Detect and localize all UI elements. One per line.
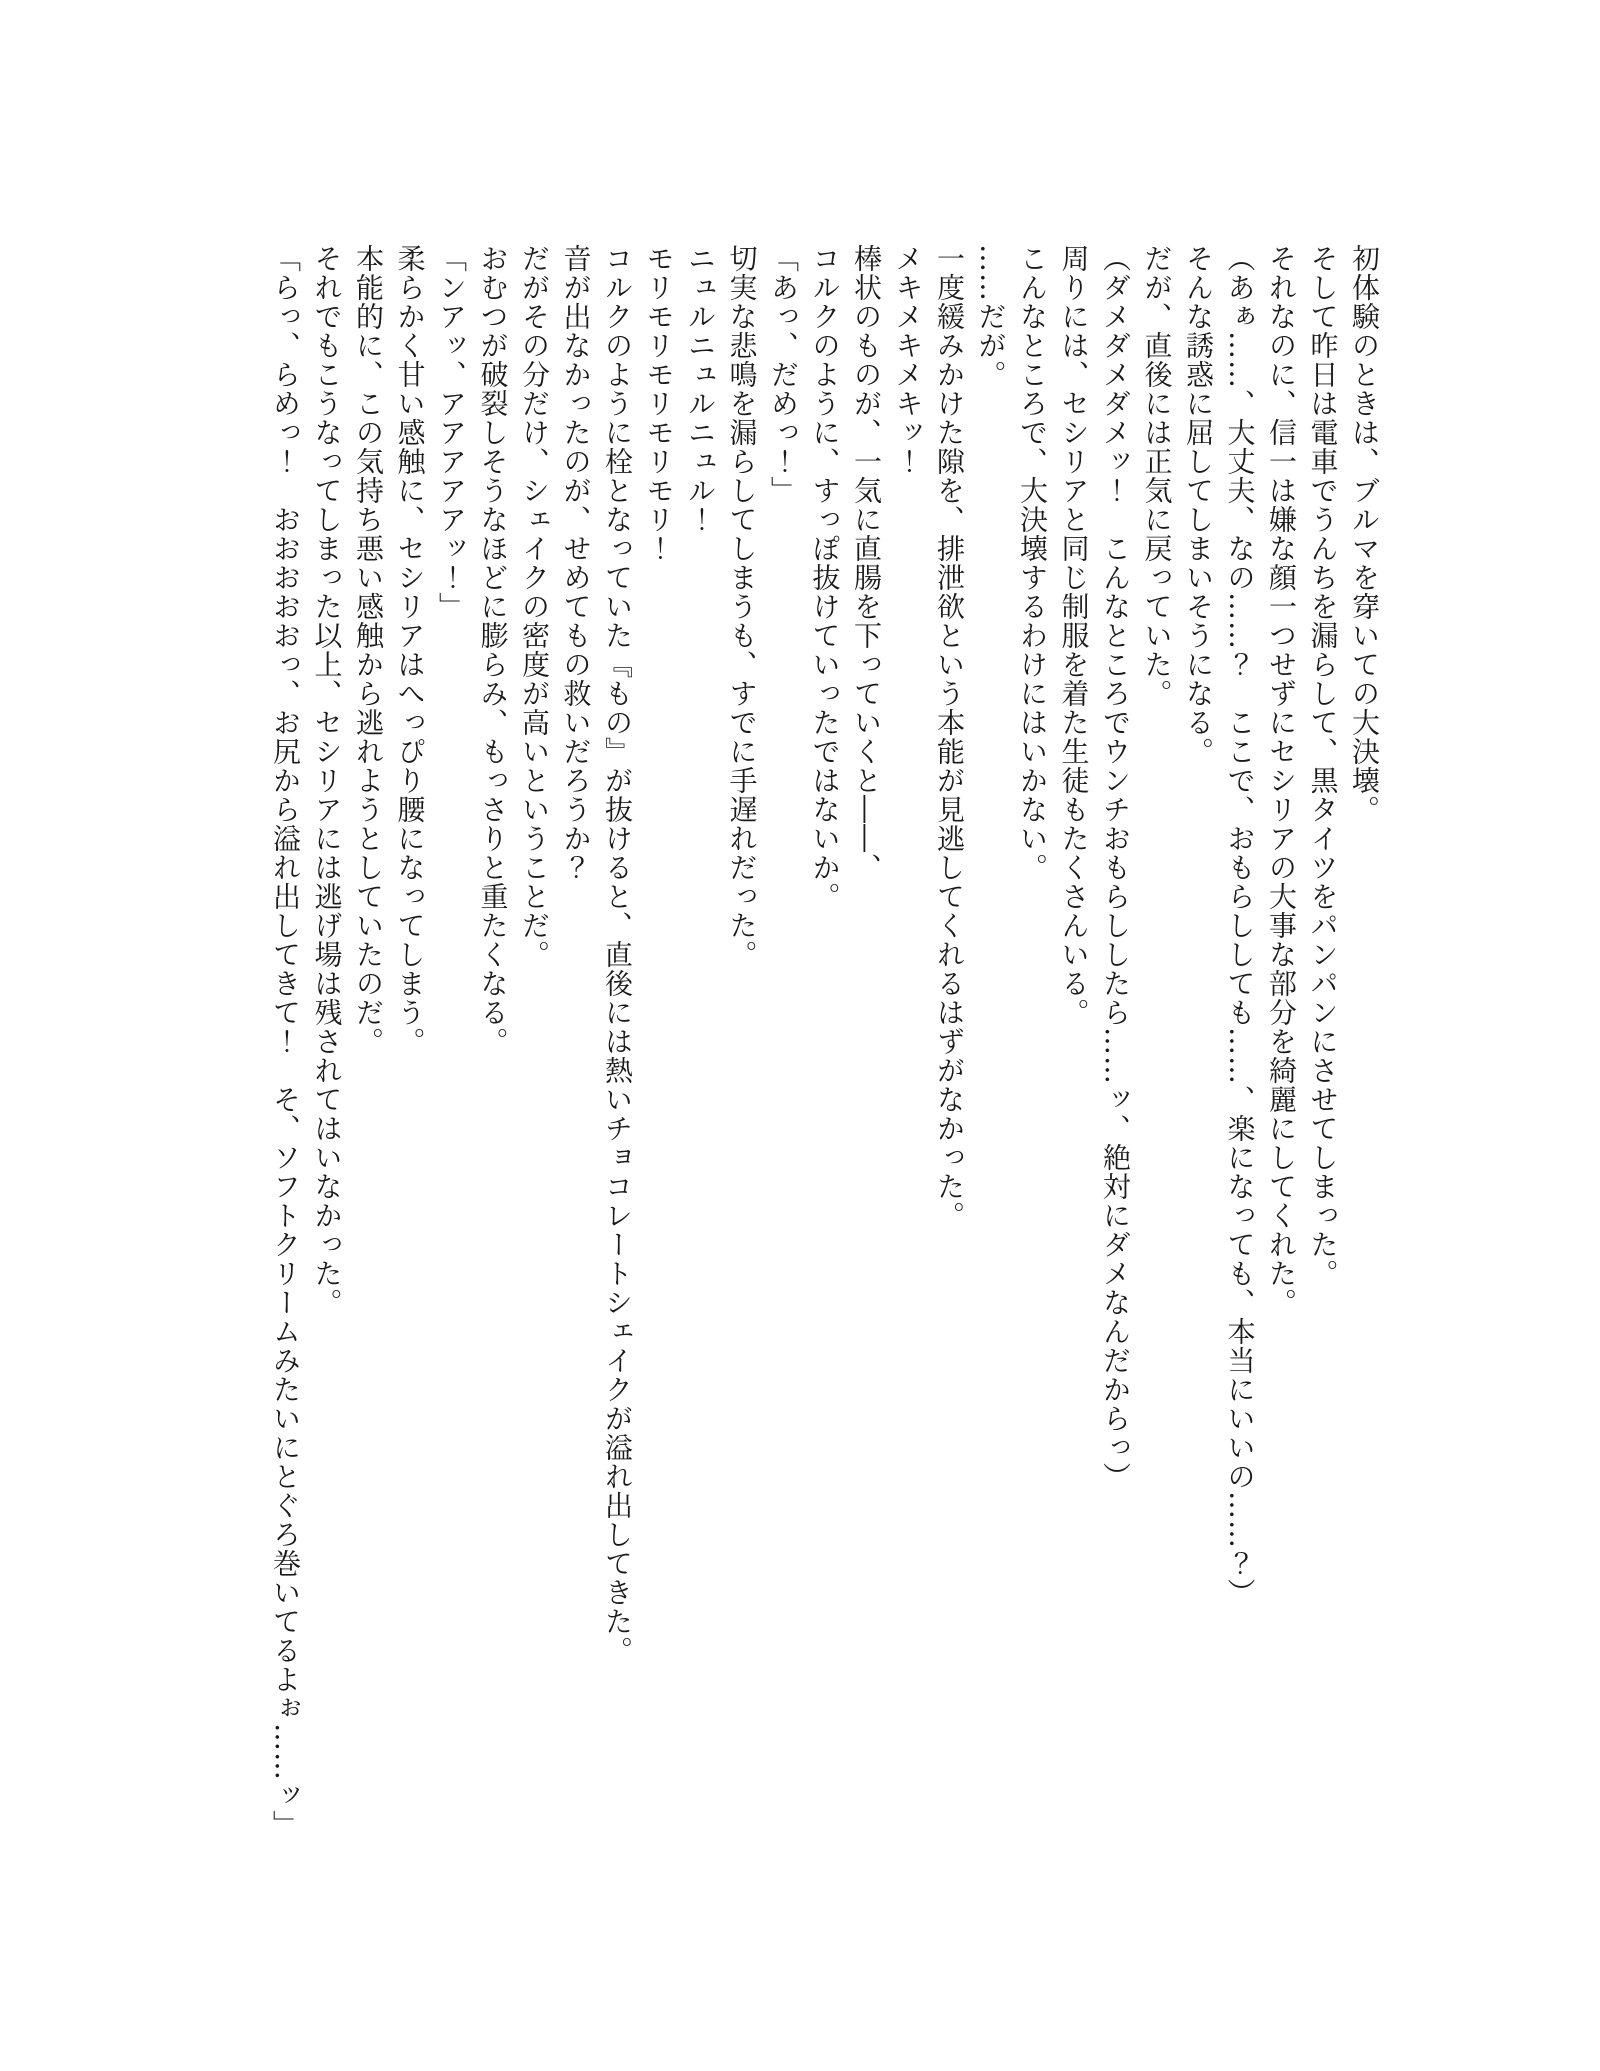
paragraph: それでもこうなってしまった以上、セシリアには逃げ場は残されてはいなかった。 [310,244,344,1317]
paragraph: 一度緩みかけた隙を、排泄欲という本能が見逃してくれるはずがなかった。 [933,244,966,1230]
paragraph: 本能的に、この気持ち悪い感触から逃れようとしていたのだ。 [352,244,385,1056]
paragraph: 棒状のものが、一気に直腸を下っていくと――、 [850,244,883,882]
paragraph: 「ンアッ、アアアアアッ！」 [435,244,468,621]
paragraph: それなのに、信一は嫌な顔一つせずにセシリアの大事な部分を綺麗にしてくれた。 [1265,244,1298,1317]
paragraph: ニュルニュルニュル！ [684,244,717,534]
paragraph: コルクのように、すっぽ抜けていったではないか。 [808,244,842,911]
paragraph: （あぁ……、大丈夫、なの……？ ここで、おもらししても……、楽になっても、本当にいいの……？） [1223,244,1257,1607]
paragraph: そして昨日は電車でうんちを漏らして、黒タイツをパンパンにさせてしまった。 [1306,244,1340,1288]
paragraph: メキメキメキッ！ [891,244,925,476]
paragraph: おむつが破裂しそうなほどに膨らみ、もっさりと重たくなる。 [476,244,510,1056]
vertical-text-block [265,215,1386,1930]
paragraph: 「らっ、らめっ！ おおおおおっ、お尻から溢れ出してきて！ そ、ソフトクリームみたいにとぐろ巻いてるよぉ……ッ」 [269,244,302,1839]
paragraph: モリモリモリモリモリ！ [642,244,676,563]
paragraph: 柔らかく甘い感触に、セシリアはへっぴり腰になってしまう。 [393,244,427,1056]
paragraph: （ダメダメダメッ！ こんなところでウンチおもらししたら……ッ、絶対にダメなんだからっ） [1099,244,1132,1491]
paragraph: コルクのように栓となっていた『もの』が抜けると、直後には熱いチョコレートシェイクが溢れ出してきた。 [601,244,634,1665]
paragraph: そんな誘惑に屈してしまいそうになる。 [1182,244,1215,766]
paragraph: 音が出なかったのが、せめてもの救いだろうか？ [559,244,593,882]
paragraph: 「あっ、だめっ！」 [767,244,800,505]
paragraph: 周りには、セシリアと同じ制服を着た生徒もたくさんいる。 [1057,244,1091,1027]
paragraph: こんなところで、大決壊するわけにはいかない。 [1016,244,1049,882]
paragraph: ……だが。 [974,244,1008,389]
paragraph: 切実な悲鳴を漏らしてしまうも、すでに手遅れだった。 [725,244,759,969]
paragraph: だがその分だけ、シェイクの密度が高いということだ。 [518,244,551,969]
paragraph: 初体験のときは、ブルマを穿いての大決壊。 [1348,244,1381,824]
paragraph: だが、直後には正気に戻っていた。 [1140,244,1174,708]
